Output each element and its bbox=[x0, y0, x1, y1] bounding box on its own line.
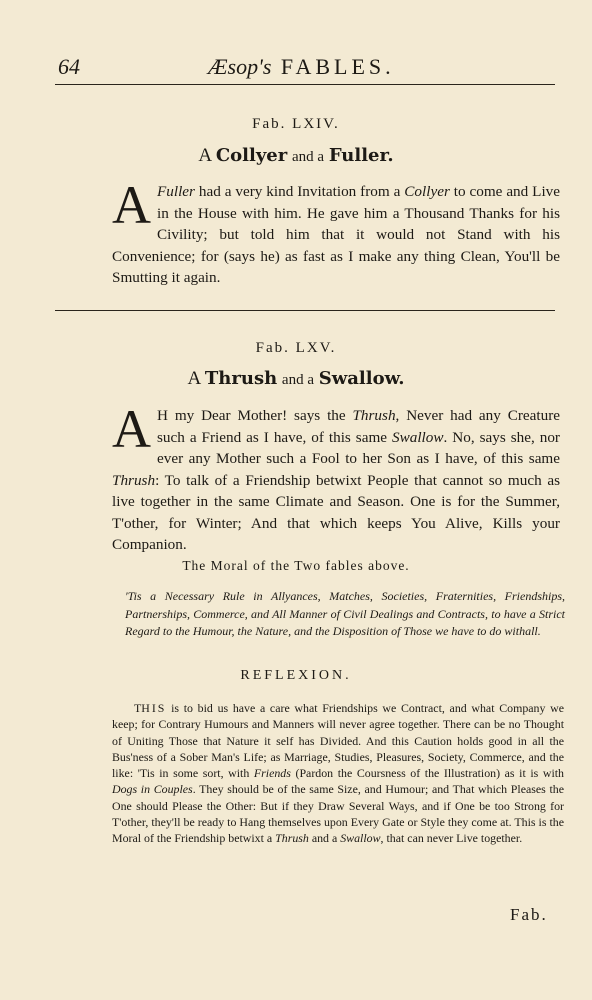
page-number: 64 bbox=[58, 54, 80, 79]
title-and: and a bbox=[281, 372, 314, 388]
drop-cap: A bbox=[112, 399, 151, 459]
reflexion-text: THIS is to bid us have a care what Friendships we Contract, and what Company we keep; for Contrary Humours and Manners will never agree together. There can be no Thought of Uniting Those that Nature it self has Divided. And this Caution holds good in all the Bus'ness of a Sober Man's Life; as Marriage, Studies, Pleasures, Society, Commerce, and the like: 'Tis in some sort, with Friends (Pardon the Coursness of the Illustration) as it is with Dogs in Couples. They should be of the same Size, and Humour; and That which Pleases the One should Please the Other: But if they Draw Several Ways, and if One be too Strong for T'other, they'll be ready to Hang themselves upon Every Gate or Style they come at. This is the Moral of the Friendship betwixt a Thrush and a Swallow, that can never Live together. bbox=[112, 701, 564, 846]
fable-65-text bbox=[112, 399, 560, 556]
moral-text: 'Tis a Necessary Rule in Allyances, Matches, Societies, Fraternities, Friendships, Partnerships, Commerce, and All Manner of Civil Dealings and Contracts, to have a Strict Regard to the Humour, the Nature, and the Disposition of Those we have to do withall. bbox=[125, 589, 565, 638]
running-title bbox=[208, 54, 395, 80]
fable-64-text bbox=[112, 175, 560, 289]
fable-64-title bbox=[0, 145, 592, 167]
drop-cap: A bbox=[112, 175, 151, 235]
moral-heading: The Moral of the Two fables above. bbox=[182, 558, 410, 573]
catchword: Fab. bbox=[510, 905, 548, 924]
fable-64-body: Fuller had a very kind Invitation from a Collyer to come and Live in the House with him. He gave him a Thousand Thanks for his Civility; but told him that it would not Stand with his Convenience; for (says he) as fast as I make any thing Clean, You'll be Smutting it again. bbox=[112, 183, 560, 286]
reflexion-heading: REFLEXION. bbox=[240, 668, 352, 683]
fable-64-number: Fab. LXIV. bbox=[252, 116, 340, 132]
fable-65-body: H my Dear Mother! says the Thrush, Never had any Creature such a Friend as I have, of this same Swallow. No, says she, nor ever any Mother such a Fool to her Son as I have, of this same Thrush: To talk of a Friendship betwixt People that cannot so much as live together in the same Climate and Season. One is for the Summer, T'other, for Winter; And that which keeps You Alive, Kills your Companion. bbox=[112, 407, 560, 553]
section-rule bbox=[55, 310, 555, 311]
title-article: A bbox=[198, 145, 212, 166]
header-rule bbox=[55, 84, 555, 85]
running-title-book: FABLES. bbox=[280, 54, 395, 79]
title-and: and a bbox=[291, 149, 325, 165]
title-thrush: Thrush bbox=[204, 368, 278, 389]
fable-65-title bbox=[0, 368, 592, 390]
title-swallow: Swallow. bbox=[318, 368, 405, 389]
title-article: A bbox=[187, 368, 201, 389]
title-fuller: Fuller. bbox=[328, 145, 394, 166]
fable-65-number: Fab. LXV. bbox=[255, 340, 337, 356]
title-collyer: Collyer bbox=[215, 145, 288, 166]
running-title-author: Æsop's bbox=[208, 54, 272, 79]
running-header bbox=[58, 52, 546, 82]
